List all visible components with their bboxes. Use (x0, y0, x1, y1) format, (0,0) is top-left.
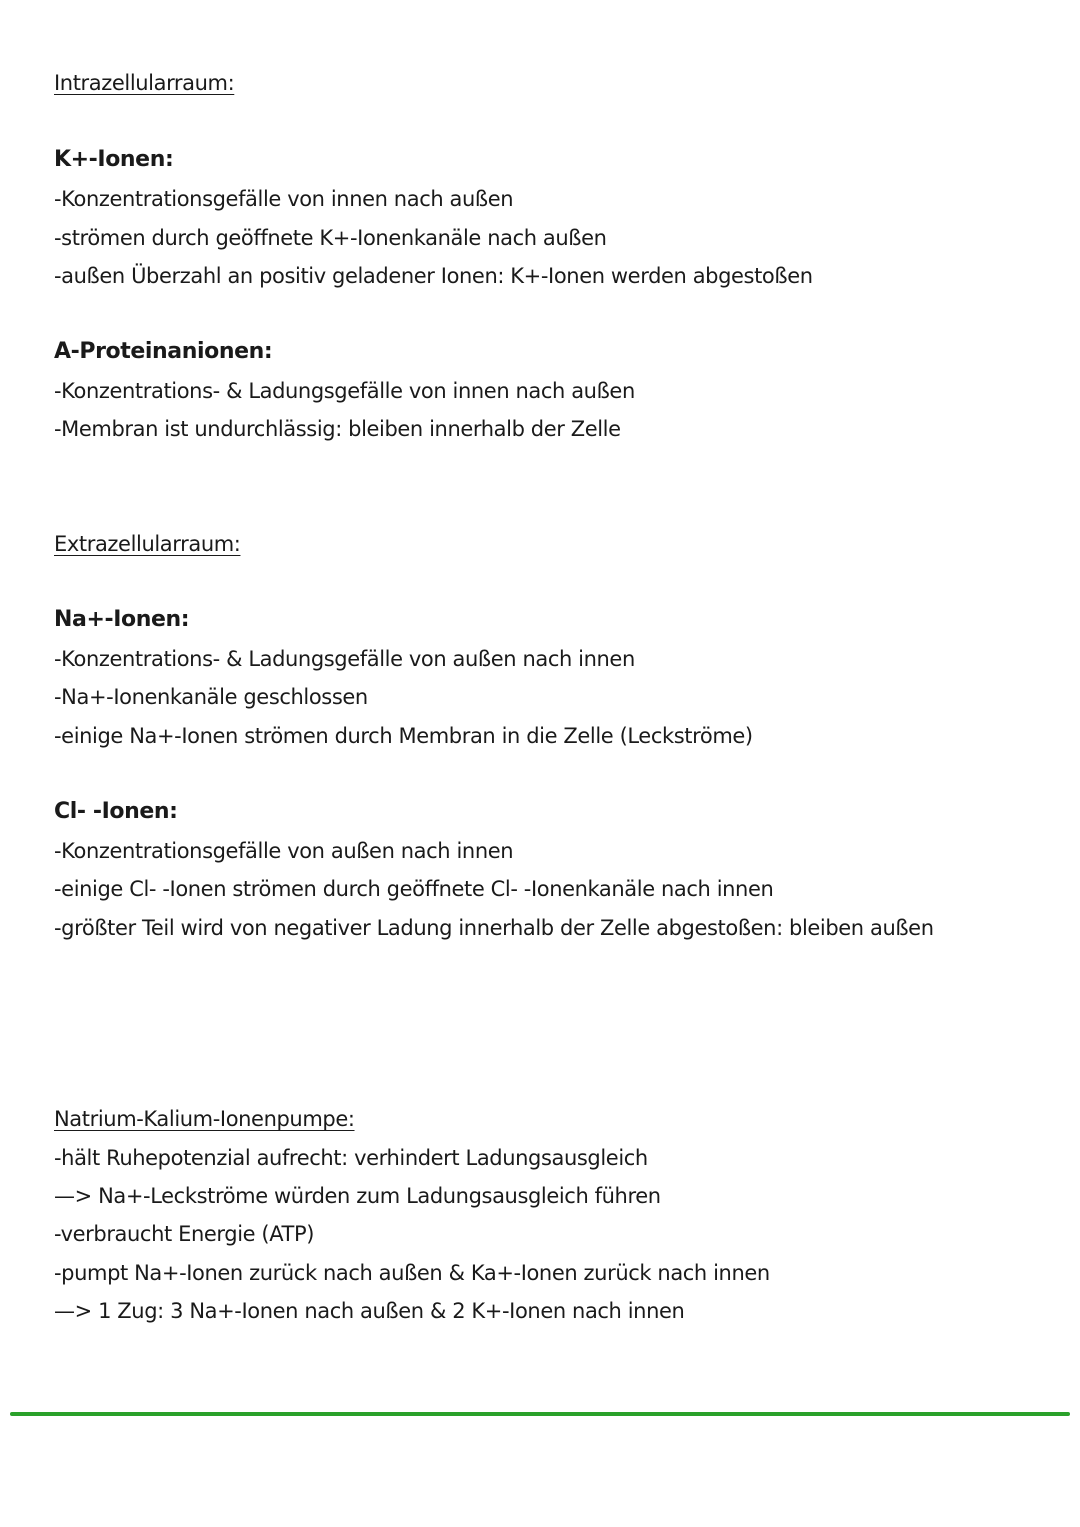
text-line: -strömen durch geöffnete K+-Ionenkanäle nach außen (54, 226, 607, 250)
green-divider-line (10, 1412, 1070, 1416)
text-line: -einige Na+-Ionen strömen durch Membran in die Zelle (Leckströme) (54, 724, 753, 748)
section-title-natrium-kalium-ionenpumpe: Natrium-Kalium-Ionenpumpe: (54, 1107, 355, 1131)
text-line: -einige Cl- -Ionen strömen durch geöffnete Cl- -Ionenkanäle nach innen (54, 877, 774, 901)
section-title-extrazellularraum: Extrazellularraum: (54, 532, 241, 556)
text-line: —> 1 Zug: 3 Na+-Ionen nach außen & 2 K+-Ionen nach innen (54, 1299, 685, 1323)
text-line: -Konzentrations- & Ladungsgefälle von innen nach außen (54, 379, 635, 403)
text-line: -pumpt Na+-Ionen zurück nach außen & Ka+-Ionen zurück nach innen (54, 1261, 770, 1285)
section-title-intrazellularraum: Intrazellularraum: (54, 71, 235, 95)
text-line: -hält Ruhepotenzial aufrecht: verhindert Ladungsausgleich (54, 1146, 648, 1170)
subheading-k-ionen: K+-Ionen: (54, 147, 174, 172)
text-line: -verbraucht Energie (ATP) (54, 1222, 315, 1246)
text-line: -Konzentrationsgefälle von außen nach innen (54, 839, 514, 863)
subheading-na-ionen: Na+-Ionen: (54, 607, 190, 632)
text-line: -Konzentrationsgefälle von innen nach außen (54, 187, 514, 211)
subheading-cl-ionen: Cl- -Ionen: (54, 799, 178, 824)
text-line: -größter Teil wird von negativer Ladung innerhalb der Zelle abgestoßen: bleiben außen (54, 916, 934, 940)
subheading-a-proteinanionen: A-Proteinanionen: (54, 339, 273, 364)
text-line: —> Na+-Leckströme würden zum Ladungsausgleich führen (54, 1184, 661, 1208)
text-line: -Membran ist undurchlässig: bleiben innerhalb der Zelle (54, 417, 621, 441)
text-line: -außen Überzahl an positiv geladener Ionen: K+-Ionen werden abgestoßen (54, 264, 813, 288)
text-line: -Konzentrations- & Ladungsgefälle von außen nach innen (54, 647, 635, 671)
text-line: -Na+-Ionenkanäle geschlossen (54, 685, 368, 709)
